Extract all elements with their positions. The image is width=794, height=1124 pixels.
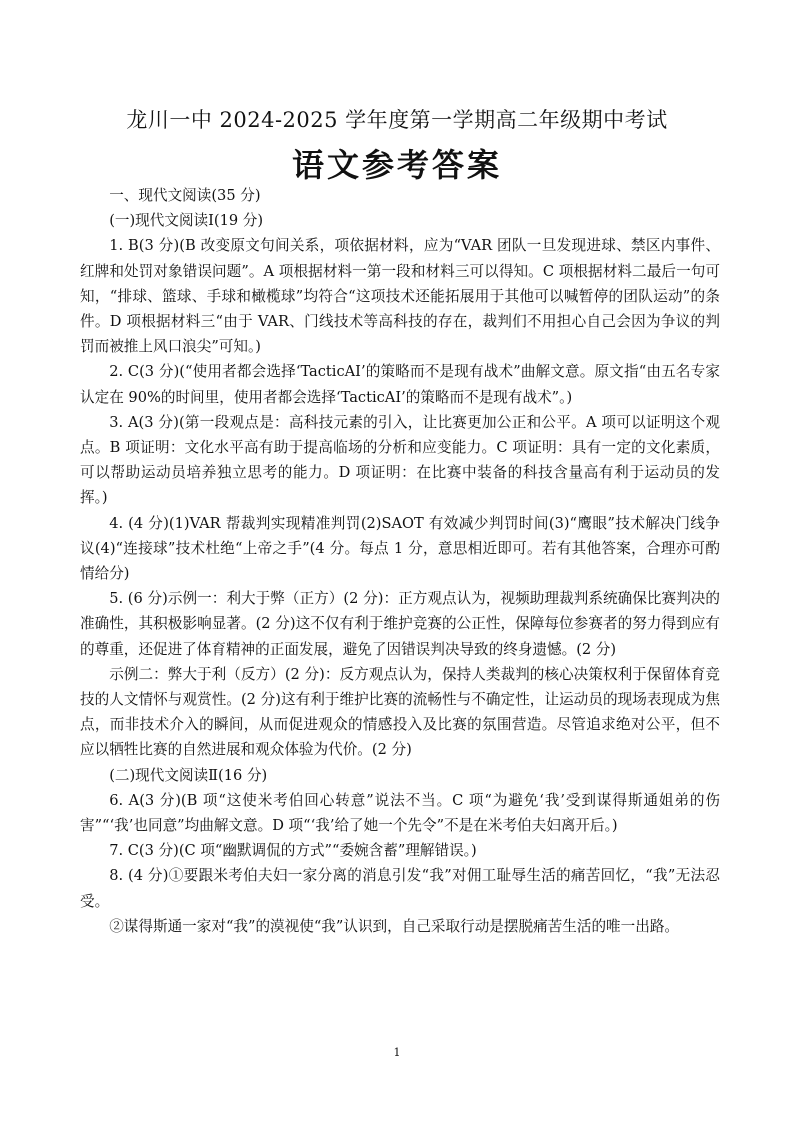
page-number: 1 — [393, 1046, 401, 1059]
answer-q2: 2. C(3 分)(“使用者都会选择‘TacticAI’的策略而不是现有战术”曲解文意。原文指“由五名专家认定在 90%的时间里，使用者都会选择‘TacticAI’的策略而不是现有战术”。) — [80, 363, 720, 406]
answer-q7: 7. C(3 分)(C 项“幽默调侃的方式”“委婉含蓄”理解错误。) — [109, 842, 477, 860]
answer-q5-example-1: 5. (6 分)示例一：利大于弊（正方）(2 分)：正方观点认为，视频助理裁判系统确保比赛判决的准确性，其积极影响显著。(2 分)这不仅有利于维护竞赛的公正性，保障每位参赛者的努力得到应有的尊重，还促进了体育精神的正面发展，避免了因错误判决导致的终身遗憾。(2 分) — [80, 590, 720, 658]
answer-q4: 4. (4 分)(1)VAR 帮裁判实现精准判罚(2)SAOT 有效减少判罚时间(3)“鹰眼”技术解决门线争议(4)“连接球”技术杜绝“上帝之手”(4 分。每点 1 分，意思相近即可。若有其他答案，合理亦可酌情给分) — [80, 514, 720, 583]
answer-q1: 1. B(3 分)(B 改变原文句间关系，项依据材料，应为“VAR 团队一旦发现进球、禁区内事件、红牌和处罚对象错误问题”。A 项根据材料一第一段和材料三可以得知。C 项根据材料二最后一句可知，“排球、篮球、手球和橄榄球”均符合“这项技术还能拓展用于其他可以喊暂停的团队运动”的条件。D 项根据材料三“由于 VAR、门线技术等高科技的存在，裁判们不用担心自己会因为争议的判罚而被推上风口浪尖”可知。) — [80, 237, 720, 356]
answer-q8-point-2: ②谋得斯通一家对“我”的漠视使“我”认识到，自己采取行动是摆脱痛苦生活的唯一出路。 — [109, 917, 680, 935]
answer-q8-point-1: 8. (4 分)①要跟米考伯夫妇一家分离的消息引发“我”对佣工耻辱生活的痛苦回忆，“我”无法忍受。 — [80, 867, 720, 910]
answer-content — [80, 183, 720, 939]
page-title: 语文参考答案 — [291, 146, 502, 184]
subsection-heading-reading-2: (二)现代文阅读Ⅱ(16 分) — [109, 766, 268, 784]
answer-q5-example-2: 示例二：弊大于利（反方）(2 分)：反方观点认为，保持人类裁判的核心决策权利于保留体育竞技的人文情怀与观赏性。(2 分)这有利于维护比赛的流畅性与不确定性，让运动员的现场表现成为焦点，而非技术介入的瞬间，从而促进观众的情感投入及比赛的氛围营造。尽管追求绝对公平，但不应以牺牲比赛的自然进展和观众体验为代价。(2 分) — [80, 665, 720, 759]
subsection-heading-reading-1: (一)现代文阅读Ⅰ(19 分) — [109, 212, 264, 230]
answer-q3: 3. A(3 分)(第一段观点是：高科技元素的引入，让比赛更加公正和公平。A 项可以证明这个观点。B 项证明：文化水平高有助于提高临场的分析和应变能力。C 项证明：具有一定的文化素质，可以帮助运动员培养独立思考的能力。D 项证明：在比赛中装备的科技含量高有利于运动员的发挥。) — [80, 413, 720, 507]
section-heading-modern-reading: 一、现代文阅读(35 分) — [109, 187, 261, 204]
exam-header-title: 龙川一中 2024-2025 学年度第一学期高二年级期中考试 — [126, 108, 668, 132]
answer-q6: 6. A(3 分)(B 项“这使米考伯回心转意”说法不当。C 项“为避免‘我’受到谋得斯通姐弟的伤害”“‘我’也同意”均曲解文意。D 项“‘我’给了她一个先令”不是在米考伯夫妇离开后。) — [80, 791, 720, 835]
